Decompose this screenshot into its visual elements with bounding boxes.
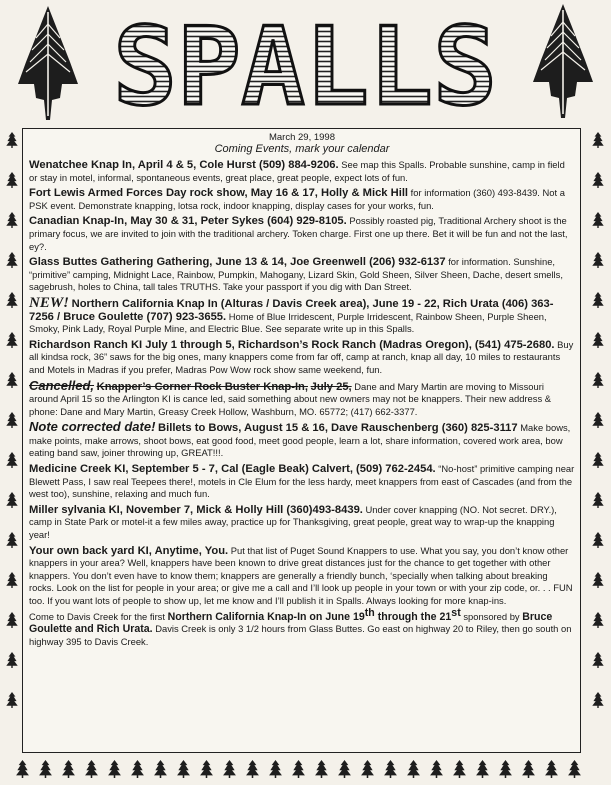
tree-icon: [522, 760, 535, 778]
tree-icon: [6, 412, 17, 428]
tree-icon: [39, 760, 52, 778]
tree-icon: [384, 760, 397, 778]
tree-icon: [177, 760, 190, 778]
tree-icon: [6, 652, 17, 668]
footer-note: [29, 606, 575, 649]
event-heading: Knapper’s Corner Rock Buster Knap-In,: [96, 380, 308, 393]
footer-lead: Come to Davis Creek for the first: [29, 610, 165, 622]
tree-icon: [154, 760, 167, 778]
tree-icon: [6, 572, 17, 588]
cancelled-tag: Cancelled,: [29, 377, 95, 393]
masthead-title: [107, 14, 503, 116]
tree-icon: [6, 212, 17, 228]
event-item: [29, 256, 575, 294]
footer-sup-st: st: [451, 606, 461, 619]
event-body: Possibly roasted pig, Traditional Archery shoot is the primary focus, we are invited to join with the traditional archery. Token charge. First one up there. Bet it will be fun and not the last, ey?.: [29, 215, 568, 252]
footer-sponsors: Bruce Goulette and Rich Urata.: [29, 610, 553, 636]
tree-icon: [407, 760, 420, 778]
event-item: [29, 294, 575, 336]
event-item: [29, 187, 575, 212]
tree-icon: [6, 172, 17, 188]
tree-icon: [592, 612, 603, 628]
tree-icon: [592, 212, 603, 228]
footer-body: Davis Creek is only 3 1/2 hours from Glass Buttes. Go east on highway 20 to Riley, then go south on highway 395 to Davis Creek.: [29, 623, 572, 647]
event-heading: Northern California Knap In (Alturas / Davis Creek area), June 19 - 22, Rich Urata (406) 363-7256 / Bruce Goulette (707) 923-3655.: [29, 297, 554, 323]
event-body: See map this Spalls. Probable sunshine, camp in field or stay in motel, informal, spontaneous events, great place, great people, expect lots of fun.: [29, 159, 565, 183]
tree-icon: [592, 292, 603, 308]
tree-border-right: [590, 130, 606, 730]
tree-icon: [499, 760, 512, 778]
tree-icon: [361, 760, 374, 778]
tree-icon: [545, 760, 558, 778]
tree-icon: [62, 760, 75, 778]
event-heading: Canadian Knap-In, May 30 & 31, Peter Sykes (604) 929-8105.: [29, 215, 347, 228]
event-body: Dane and Mary Martin are moving to Missouri around April 15 so the Arlington KI is cance led, said something about new owners may not be knappers. Their new address & phone: Dane and Mary Martin, Greasy Creek Hollow, Washburn, MO. 65772; (417) 662-3377.: [29, 380, 552, 417]
event-date: July 25,: [310, 380, 352, 393]
tree-icon: [269, 760, 282, 778]
tree-icon: [85, 760, 98, 778]
masthead-title-text: SPALLS: [113, 14, 497, 116]
event-heading: Wenatchee Knap In, April 4 & 5, Cole Hurst (509) 884-9206.: [29, 159, 339, 171]
tree-icon: [6, 452, 17, 468]
tree-icon: [592, 572, 603, 588]
event-body: for information. Sunshine, “primitive” camping, Midnight Lace, Rainbow, Pumpkin, Mahogany, Lizard Skin, Gold Sheen, Silver Sheen, Dache, desert smells, sagebrush, holes to China, tall tales TRUTHS. Take your passport if you dig with Dan Street.: [29, 256, 563, 293]
event-item: [29, 504, 575, 542]
tree-icon: [6, 372, 17, 388]
correction-tag: Note corrected date!: [29, 419, 156, 435]
tree-icon: [476, 760, 489, 778]
event-body: “No-host” primitive camping near Blewett Pass, I saw real Teepees there!, motels in Cle Elum for the less hardy, meet knappers from east of Cascades (and from the west too), sunshine, relaxing and much fun.: [29, 463, 575, 500]
footer-mid: through the 21: [374, 610, 452, 623]
tree-icon: [592, 492, 603, 508]
footer-sup-th: th: [364, 606, 375, 619]
tree-icon: [6, 252, 17, 268]
tree-icon: [430, 760, 443, 778]
tree-icon: [6, 292, 17, 308]
section-subtitle: Coming Events, mark your calendar: [214, 143, 390, 155]
tree-icon: [338, 760, 351, 778]
arrowhead-icon: [529, 2, 597, 120]
tree-icon: [223, 760, 236, 778]
event-body: Under cover knapping (NO. Not secret. DRY.), camp in State Park or motel-it a few miles away, practice up for Thanksgiving, great people, great way to wrap-up the knapping year!: [29, 503, 557, 541]
footer-heading: Northern California Knap-In on June 19: [167, 610, 365, 623]
footer-sponsor-lead: sponsored by: [463, 610, 520, 622]
tree-icon: [453, 760, 466, 778]
tree-icon: [200, 760, 213, 778]
tree-icon: [592, 332, 603, 348]
event-heading: Billets to Bows, August 15 & 16, Dave Rauschenberg (360) 825-3117: [158, 422, 518, 435]
tree-icon: [6, 532, 17, 548]
tree-border-left: [4, 130, 20, 730]
tree-icon: [6, 132, 17, 148]
event-item: [29, 377, 575, 419]
event-heading: Fort Lewis Armed Forces Day rock show, May 16 & 17, Holly & Mick Hill: [29, 187, 409, 200]
tree-icon: [592, 412, 603, 428]
tree-icon: [292, 760, 305, 778]
event-body: Make bows, make points, make arrows, shoot bows, eat good food, meet good people, learn a lot, share information, covered work area, bow eating band saw, joiner throwing up, GREAT!!!.: [29, 422, 571, 459]
event-item: [29, 215, 575, 253]
event-heading: Glass Buttes Gathering Gathering, June 13 & 14, Joe Greenwell (206) 932-6137: [29, 256, 446, 269]
event-item: [29, 463, 575, 501]
tree-icon: [315, 760, 328, 778]
event-heading: Your own back yard KI, Anytime, You.: [29, 544, 229, 557]
tree-icon: [246, 760, 259, 778]
tree-icon: [568, 760, 581, 778]
new-tag: NEW!: [29, 294, 70, 311]
event-item: [29, 545, 575, 608]
tree-icon: [592, 172, 603, 188]
event-item: [29, 159, 575, 184]
arrowhead-icon: [14, 4, 82, 122]
event-heading: Miller sylvania KI, November 7, Mick & Holly Hill (360)493-8439.: [29, 503, 363, 516]
tree-icon: [6, 612, 17, 628]
event-body: Put that list of Puget Sound Knappers to use. What you say, you don’t know other knappers in your area? Well, knappers have been known to drive great distances just for the chance to get together with other knappers. You don’t even have to know them; knappers are generally a friendly bunch, ‘specially when talking about breaking rocks. Look on the list for people in your area; or give me a call and I’ll look up people in your town or with your zip code, or. . . FUN too. If you want lots of people to show up, let me know and I’ll publish it in Spalls. Always looking for more knap-ins.: [29, 544, 573, 606]
tree-icon: [592, 252, 603, 268]
tree-icon: [592, 132, 603, 148]
tree-icon: [592, 652, 603, 668]
tree-icon: [108, 760, 121, 778]
tree-icon: [6, 692, 17, 708]
tree-icon: [131, 760, 144, 778]
masthead: [0, 0, 611, 130]
tree-icon: [592, 532, 603, 548]
tree-icon: [6, 492, 17, 508]
event-heading: Medicine Creek KI, September 5 - 7, Cal (Eagle Beak) Calvert, (509) 762-2454.: [29, 463, 436, 476]
calendar-sheet: [22, 128, 581, 753]
tree-icon: [6, 332, 17, 348]
event-heading: Richardson Ranch KI July 1 through 5, Richardson’s Rock Ranch (Madras Oregon), (541) 475-2680.: [29, 338, 555, 351]
event-item: [29, 339, 575, 377]
event-body: for information (360) 493-8439. Not a PSK event. Demonstrate knapping, lotsa rock, indoor knapping, display cases for your works, fun.: [29, 187, 565, 211]
event-item: [29, 421, 575, 460]
issue-date: March 29, 1998: [268, 132, 335, 143]
tree-icon: [592, 692, 603, 708]
tree-icon: [592, 452, 603, 468]
event-body: Buy all kindsa rock, 36” saws for the big ones, many knappers come from far off, camp at ranch, knap all day, 10 miles to restaurants and Motels in Madras if you prefer, Madras Pow Wow rock show same weekend, fun.: [29, 338, 574, 375]
event-body: Home of Blue Irridescent, Purple Irridescent, Rainbow Sheen, Purple Sheen, Smoky, Pink Lady, Royal Purple Mine, and Electric Blue. See separate write up in this Spalls.: [29, 310, 547, 335]
tree-icon: [592, 372, 603, 388]
tree-icon: [16, 760, 29, 778]
tree-border-bottom: [8, 758, 604, 780]
